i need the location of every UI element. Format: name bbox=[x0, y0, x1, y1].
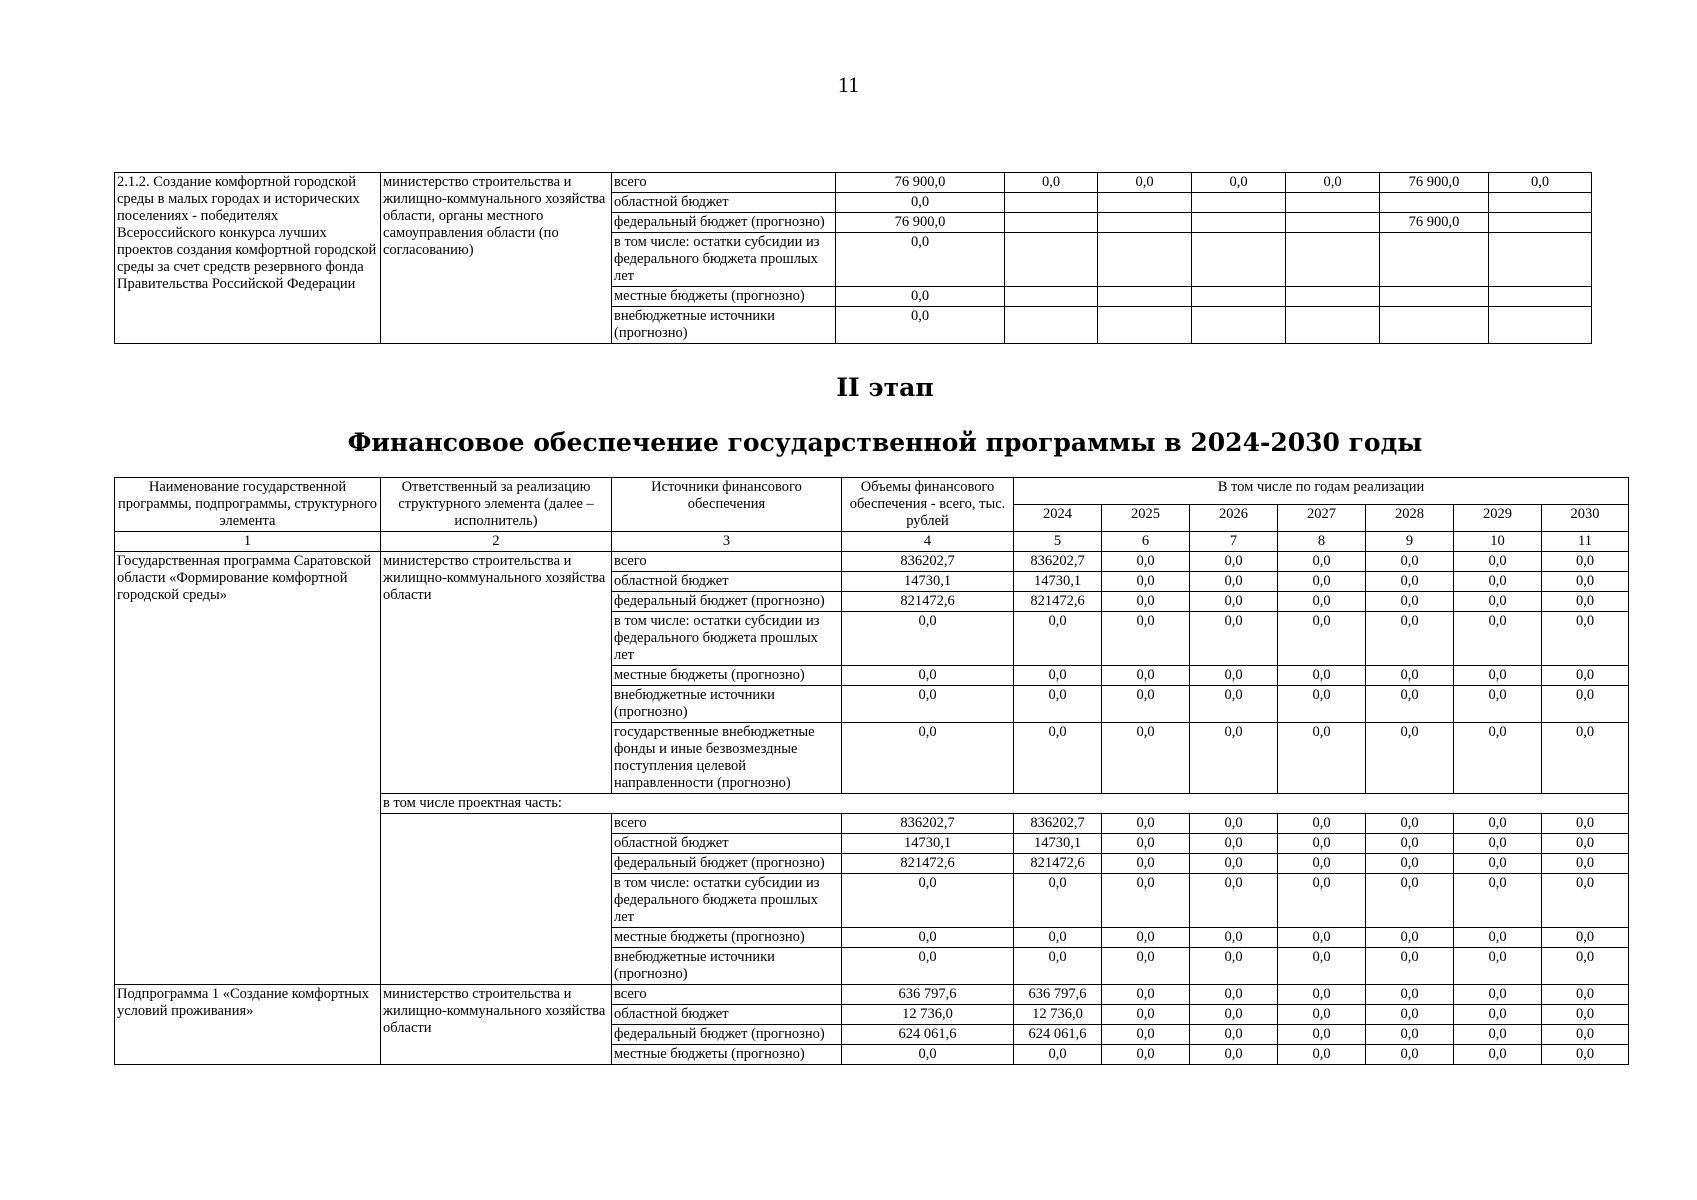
year-cell: 0,0 bbox=[1102, 948, 1190, 985]
total-cell: 76 900,0 bbox=[836, 213, 1005, 233]
year-cell: 0,0 bbox=[1278, 1005, 1366, 1025]
year-cell: 0,0 bbox=[1278, 686, 1366, 723]
year-cell: 0,0 bbox=[1542, 874, 1629, 928]
year-cell: 0,0 bbox=[1366, 928, 1454, 948]
year-cell: 0,0 bbox=[1366, 834, 1454, 854]
year-cell bbox=[1380, 233, 1489, 287]
year-cell: 821472,6 bbox=[1014, 592, 1102, 612]
year-cell bbox=[1005, 307, 1098, 344]
year-cell: 0,0 bbox=[1014, 612, 1102, 666]
total-cell: 0,0 bbox=[836, 233, 1005, 287]
funding-source: всего bbox=[612, 173, 836, 193]
year-cell: 0,0 bbox=[1098, 173, 1192, 193]
year-cell bbox=[1192, 213, 1286, 233]
year-cell: 0,0 bbox=[1014, 948, 1102, 985]
year-cell: 836202,7 bbox=[1014, 814, 1102, 834]
year-cell bbox=[1489, 233, 1592, 287]
year-cell: 0,0 bbox=[1278, 723, 1366, 794]
year-cell bbox=[1380, 287, 1489, 307]
funding-source: в том числе: остатки субсидии из федерального бюджета прошлых лет bbox=[612, 233, 836, 287]
year-cell: 76 900,0 bbox=[1380, 173, 1489, 193]
year-cell: 0,0 bbox=[1454, 666, 1542, 686]
funding-source: федеральный бюджет (прогнозно) bbox=[612, 1025, 842, 1045]
year-cell: 0,0 bbox=[1366, 572, 1454, 592]
stage-title: II этап bbox=[836, 373, 934, 402]
total-cell: 0,0 bbox=[836, 193, 1005, 213]
year-cell: 0,0 bbox=[1278, 666, 1366, 686]
year-cell: 0,0 bbox=[1454, 985, 1542, 1005]
subprogram-executor: министерство строительства и жилищно-коммунального хозяйства области bbox=[381, 985, 612, 1065]
year-cell: 0,0 bbox=[1366, 1005, 1454, 1025]
year-cell bbox=[1005, 193, 1098, 213]
year-cell: 0,0 bbox=[1190, 1005, 1278, 1025]
year-cell: 0,0 bbox=[1366, 854, 1454, 874]
year-cell: 0,0 bbox=[1454, 552, 1542, 572]
total-cell: 12 736,0 bbox=[842, 1005, 1014, 1025]
column-number: 3 bbox=[612, 532, 842, 552]
header-executor: Ответственный за реализацию структурного элемента (далее – исполнитель) bbox=[381, 478, 612, 532]
year-cell bbox=[1098, 287, 1192, 307]
year-cell: 836202,7 bbox=[1014, 552, 1102, 572]
year-cell: 0,0 bbox=[1366, 592, 1454, 612]
executor-name: министерство строительства и жилищно-коммунального хозяйства области, органы местного самоуправления области (по согласованию) bbox=[381, 173, 612, 344]
year-cell: 0,0 bbox=[1190, 814, 1278, 834]
year-cell bbox=[1489, 307, 1592, 344]
project-part-label: в том числе проектная часть: bbox=[381, 794, 1629, 814]
column-number-row bbox=[115, 532, 1629, 552]
year-cell: 0,0 bbox=[1454, 592, 1542, 612]
column-number: 7 bbox=[1190, 532, 1278, 552]
header-by-years: В том числе по годам реализации bbox=[1014, 478, 1629, 505]
column-number: 4 bbox=[842, 532, 1014, 552]
year-cell: 0,0 bbox=[1366, 686, 1454, 723]
year-cell: 0,0 bbox=[1366, 666, 1454, 686]
year-cell: 0,0 bbox=[1190, 612, 1278, 666]
year-cell: 0,0 bbox=[1542, 686, 1629, 723]
year-cell: 0,0 bbox=[1278, 814, 1366, 834]
total-cell: 0,0 bbox=[842, 1045, 1014, 1065]
year-cell: 0,0 bbox=[1190, 666, 1278, 686]
year-cell: 0,0 bbox=[1190, 552, 1278, 572]
year-cell: 0,0 bbox=[1454, 572, 1542, 592]
program-name: Государственная программа Саратовской области «Формирование комфортной городской среды» bbox=[115, 552, 381, 985]
year-cell: 12 736,0 bbox=[1014, 1005, 1102, 1025]
total-cell: 14730,1 bbox=[842, 572, 1014, 592]
program-executor: министерство строительства и жилищно-коммунального хозяйства области bbox=[381, 552, 612, 794]
year-cell: 0,0 bbox=[1190, 686, 1278, 723]
year-cell bbox=[1005, 233, 1098, 287]
year-cell: 0,0 bbox=[1286, 173, 1380, 193]
total-cell: 0,0 bbox=[842, 928, 1014, 948]
table-row bbox=[115, 552, 1629, 572]
year-cell: 0,0 bbox=[1102, 928, 1190, 948]
structural-element-name: 2.1.2. Создание комфортной городской среды в малых городах и исторических поселениях - победителях Всероссийского конкурса лучших проектов создания комфортной городской среды за счет средств резервного фонда Правительства Российской Федерации bbox=[115, 173, 381, 344]
header-volume: Объемы финансового обеспечения - всего, тыс. рублей bbox=[842, 478, 1014, 532]
year-cell: 0,0 bbox=[1454, 1045, 1542, 1065]
funding-source: областной бюджет bbox=[612, 834, 842, 854]
header-year: 2028 bbox=[1366, 505, 1454, 532]
year-cell bbox=[1192, 233, 1286, 287]
year-cell: 0,0 bbox=[1454, 612, 1542, 666]
year-cell: 0,0 bbox=[1454, 834, 1542, 854]
year-cell: 0,0 bbox=[1542, 814, 1629, 834]
total-cell: 14730,1 bbox=[842, 834, 1014, 854]
year-cell: 821472,6 bbox=[1014, 854, 1102, 874]
year-cell: 0,0 bbox=[1278, 592, 1366, 612]
funding-source: федеральный бюджет (прогнозно) bbox=[612, 854, 842, 874]
year-cell: 14730,1 bbox=[1014, 572, 1102, 592]
financing-title: Финансовое обеспечение государственной программы в 2024-2030 годы bbox=[347, 428, 1423, 457]
subprogram-name: Подпрограмма 1 «Создание комфортных условий проживания» bbox=[115, 985, 381, 1065]
year-cell bbox=[1098, 307, 1192, 344]
year-cell: 0,0 bbox=[1542, 1025, 1629, 1045]
year-cell: 0,0 bbox=[1454, 1005, 1542, 1025]
year-cell: 0,0 bbox=[1454, 686, 1542, 723]
total-cell: 0,0 bbox=[842, 874, 1014, 928]
funding-source: всего bbox=[612, 552, 842, 572]
header-year: 2024 bbox=[1014, 505, 1102, 532]
year-cell bbox=[1286, 213, 1380, 233]
year-cell: 0,0 bbox=[1454, 1025, 1542, 1045]
year-cell: 0,0 bbox=[1542, 572, 1629, 592]
funding-source: в том числе: остатки субсидии из федерального бюджета прошлых лет bbox=[612, 612, 842, 666]
year-cell: 0,0 bbox=[1278, 612, 1366, 666]
year-cell: 0,0 bbox=[1278, 948, 1366, 985]
year-cell: 0,0 bbox=[1489, 173, 1592, 193]
year-cell: 0,0 bbox=[1102, 572, 1190, 592]
year-cell: 0,0 bbox=[1542, 834, 1629, 854]
year-cell: 0,0 bbox=[1542, 928, 1629, 948]
total-cell: 0,0 bbox=[842, 666, 1014, 686]
year-cell: 0,0 bbox=[1102, 592, 1190, 612]
year-cell: 0,0 bbox=[1542, 723, 1629, 794]
column-number: 1 bbox=[115, 532, 381, 552]
year-cell bbox=[1286, 307, 1380, 344]
year-cell: 0,0 bbox=[1102, 985, 1190, 1005]
year-cell bbox=[1005, 287, 1098, 307]
year-cell: 0,0 bbox=[1542, 592, 1629, 612]
funding-source: областной бюджет bbox=[612, 572, 842, 592]
year-cell: 0,0 bbox=[1542, 612, 1629, 666]
year-cell bbox=[1192, 287, 1286, 307]
year-cell: 0,0 bbox=[1102, 666, 1190, 686]
page-number: 11 bbox=[837, 72, 860, 97]
year-cell: 0,0 bbox=[1102, 686, 1190, 723]
year-cell: 0,0 bbox=[1102, 814, 1190, 834]
year-cell: 0,0 bbox=[1190, 572, 1278, 592]
year-cell: 0,0 bbox=[1102, 1005, 1190, 1025]
header-year: 2026 bbox=[1190, 505, 1278, 532]
total-cell: 0,0 bbox=[842, 948, 1014, 985]
year-cell: 0,0 bbox=[1014, 1045, 1102, 1065]
year-cell: 0,0 bbox=[1366, 552, 1454, 572]
funding-source: местные бюджеты (прогнозно) bbox=[612, 1045, 842, 1065]
continuation-table bbox=[114, 172, 1592, 344]
total-cell: 836202,7 bbox=[842, 814, 1014, 834]
column-number: 10 bbox=[1454, 532, 1542, 552]
year-cell bbox=[1489, 287, 1592, 307]
year-cell: 0,0 bbox=[1366, 612, 1454, 666]
total-cell: 0,0 bbox=[842, 686, 1014, 723]
year-cell: 0,0 bbox=[1014, 686, 1102, 723]
year-cell bbox=[1005, 213, 1098, 233]
funding-source: федеральный бюджет (прогнозно) bbox=[612, 592, 842, 612]
year-cell: 0,0 bbox=[1192, 173, 1286, 193]
year-cell: 0,0 bbox=[1366, 948, 1454, 985]
funding-source: федеральный бюджет (прогнозно) bbox=[612, 213, 836, 233]
year-cell: 0,0 bbox=[1190, 834, 1278, 854]
table-row bbox=[115, 173, 1592, 193]
year-cell: 0,0 bbox=[1102, 552, 1190, 572]
year-cell: 0,0 bbox=[1102, 612, 1190, 666]
year-cell: 0,0 bbox=[1102, 874, 1190, 928]
header-year: 2029 bbox=[1454, 505, 1542, 532]
year-cell bbox=[1098, 233, 1192, 287]
year-cell: 0,0 bbox=[1190, 592, 1278, 612]
funding-source: местные бюджеты (прогнозно) bbox=[612, 666, 842, 686]
total-cell: 836202,7 bbox=[842, 552, 1014, 572]
year-cell: 0,0 bbox=[1278, 572, 1366, 592]
year-cell: 0,0 bbox=[1190, 985, 1278, 1005]
year-cell: 0,0 bbox=[1102, 854, 1190, 874]
year-cell: 0,0 bbox=[1278, 834, 1366, 854]
year-cell bbox=[1489, 213, 1592, 233]
total-cell: 0,0 bbox=[842, 612, 1014, 666]
header-year: 2030 bbox=[1542, 505, 1629, 532]
year-cell: 0,0 bbox=[1102, 1045, 1190, 1065]
financing-table bbox=[114, 477, 1629, 1065]
year-cell: 0,0 bbox=[1278, 874, 1366, 928]
header-row bbox=[115, 478, 1629, 505]
year-cell: 0,0 bbox=[1014, 723, 1102, 794]
year-cell: 0,0 bbox=[1454, 723, 1542, 794]
total-cell: 76 900,0 bbox=[836, 173, 1005, 193]
funding-source: в том числе: остатки субсидии из федерального бюджета прошлых лет bbox=[612, 874, 842, 928]
header-year: 2027 bbox=[1278, 505, 1366, 532]
year-cell: 0,0 bbox=[1190, 854, 1278, 874]
year-cell: 624 061,6 bbox=[1014, 1025, 1102, 1045]
year-cell: 0,0 bbox=[1102, 723, 1190, 794]
year-cell: 0,0 bbox=[1014, 874, 1102, 928]
year-cell: 0,0 bbox=[1278, 854, 1366, 874]
year-cell: 0,0 bbox=[1366, 723, 1454, 794]
column-number: 9 bbox=[1366, 532, 1454, 552]
year-cell: 0,0 bbox=[1542, 666, 1629, 686]
year-cell: 636 797,6 bbox=[1014, 985, 1102, 1005]
year-cell: 0,0 bbox=[1190, 723, 1278, 794]
column-number: 8 bbox=[1278, 532, 1366, 552]
total-cell: 0,0 bbox=[836, 287, 1005, 307]
year-cell bbox=[1192, 307, 1286, 344]
year-cell: 0,0 bbox=[1190, 1045, 1278, 1065]
year-cell bbox=[1286, 287, 1380, 307]
year-cell: 0,0 bbox=[1005, 173, 1098, 193]
column-number: 2 bbox=[381, 532, 612, 552]
year-cell bbox=[1380, 307, 1489, 344]
year-cell bbox=[1286, 233, 1380, 287]
year-cell: 0,0 bbox=[1542, 1005, 1629, 1025]
year-cell: 0,0 bbox=[1454, 814, 1542, 834]
year-cell: 76 900,0 bbox=[1380, 213, 1489, 233]
header-name: Наименование государственной программы, подпрограммы, структурного элемента bbox=[115, 478, 381, 532]
year-cell: 0,0 bbox=[1190, 928, 1278, 948]
year-cell bbox=[1098, 213, 1192, 233]
year-cell: 0,0 bbox=[1278, 1025, 1366, 1045]
year-cell: 0,0 bbox=[1454, 928, 1542, 948]
year-cell: 0,0 bbox=[1102, 1025, 1190, 1045]
year-cell: 0,0 bbox=[1190, 1025, 1278, 1045]
year-cell: 0,0 bbox=[1366, 814, 1454, 834]
year-cell bbox=[1489, 193, 1592, 213]
table-row bbox=[115, 985, 1629, 1005]
year-cell: 0,0 bbox=[1542, 854, 1629, 874]
year-cell: 0,0 bbox=[1542, 985, 1629, 1005]
year-cell: 0,0 bbox=[1454, 874, 1542, 928]
year-cell: 0,0 bbox=[1542, 1045, 1629, 1065]
year-cell: 0,0 bbox=[1278, 985, 1366, 1005]
column-number: 11 bbox=[1542, 532, 1629, 552]
funding-source: местные бюджеты (прогнозно) bbox=[612, 928, 842, 948]
header-source: Источники финансового обеспечения bbox=[612, 478, 842, 532]
year-cell: 0,0 bbox=[1102, 834, 1190, 854]
year-cell bbox=[1380, 193, 1489, 213]
year-cell: 0,0 bbox=[1278, 928, 1366, 948]
year-cell bbox=[1192, 193, 1286, 213]
year-cell bbox=[1098, 193, 1192, 213]
year-cell: 0,0 bbox=[1014, 666, 1102, 686]
column-number: 6 bbox=[1102, 532, 1190, 552]
funding-source: местные бюджеты (прогнозно) bbox=[612, 287, 836, 307]
year-cell: 0,0 bbox=[1454, 854, 1542, 874]
year-cell: 14730,1 bbox=[1014, 834, 1102, 854]
funding-source: областной бюджет bbox=[612, 193, 836, 213]
total-cell: 821472,6 bbox=[842, 592, 1014, 612]
total-cell: 636 797,6 bbox=[842, 985, 1014, 1005]
year-cell: 0,0 bbox=[1366, 1045, 1454, 1065]
project-part-executor bbox=[381, 814, 612, 985]
year-cell: 0,0 bbox=[1542, 552, 1629, 572]
header-year: 2025 bbox=[1102, 505, 1190, 532]
year-cell bbox=[1286, 193, 1380, 213]
year-cell: 0,0 bbox=[1366, 985, 1454, 1005]
year-cell: 0,0 bbox=[1278, 552, 1366, 572]
total-cell: 0,0 bbox=[842, 723, 1014, 794]
year-cell: 0,0 bbox=[1366, 1025, 1454, 1045]
column-number: 5 bbox=[1014, 532, 1102, 552]
year-cell: 0,0 bbox=[1454, 948, 1542, 985]
funding-source: всего bbox=[612, 814, 842, 834]
total-cell: 0,0 bbox=[836, 307, 1005, 344]
funding-source: всего bbox=[612, 985, 842, 1005]
year-cell: 0,0 bbox=[1014, 928, 1102, 948]
year-cell: 0,0 bbox=[1190, 948, 1278, 985]
year-cell: 0,0 bbox=[1278, 1045, 1366, 1065]
funding-source: государственные внебюджетные фонды и иные безвозмездные поступления целевой направленности (прогнозно) bbox=[612, 723, 842, 794]
funding-source: внебюджетные источники (прогнозно) bbox=[612, 307, 836, 344]
funding-source: внебюджетные источники (прогнозно) bbox=[612, 948, 842, 985]
year-cell: 0,0 bbox=[1366, 874, 1454, 928]
funding-source: внебюджетные источники (прогнозно) bbox=[612, 686, 842, 723]
total-cell: 821472,6 bbox=[842, 854, 1014, 874]
funding-source: областной бюджет bbox=[612, 1005, 842, 1025]
year-cell: 0,0 bbox=[1542, 948, 1629, 985]
total-cell: 624 061,6 bbox=[842, 1025, 1014, 1045]
year-cell: 0,0 bbox=[1190, 874, 1278, 928]
